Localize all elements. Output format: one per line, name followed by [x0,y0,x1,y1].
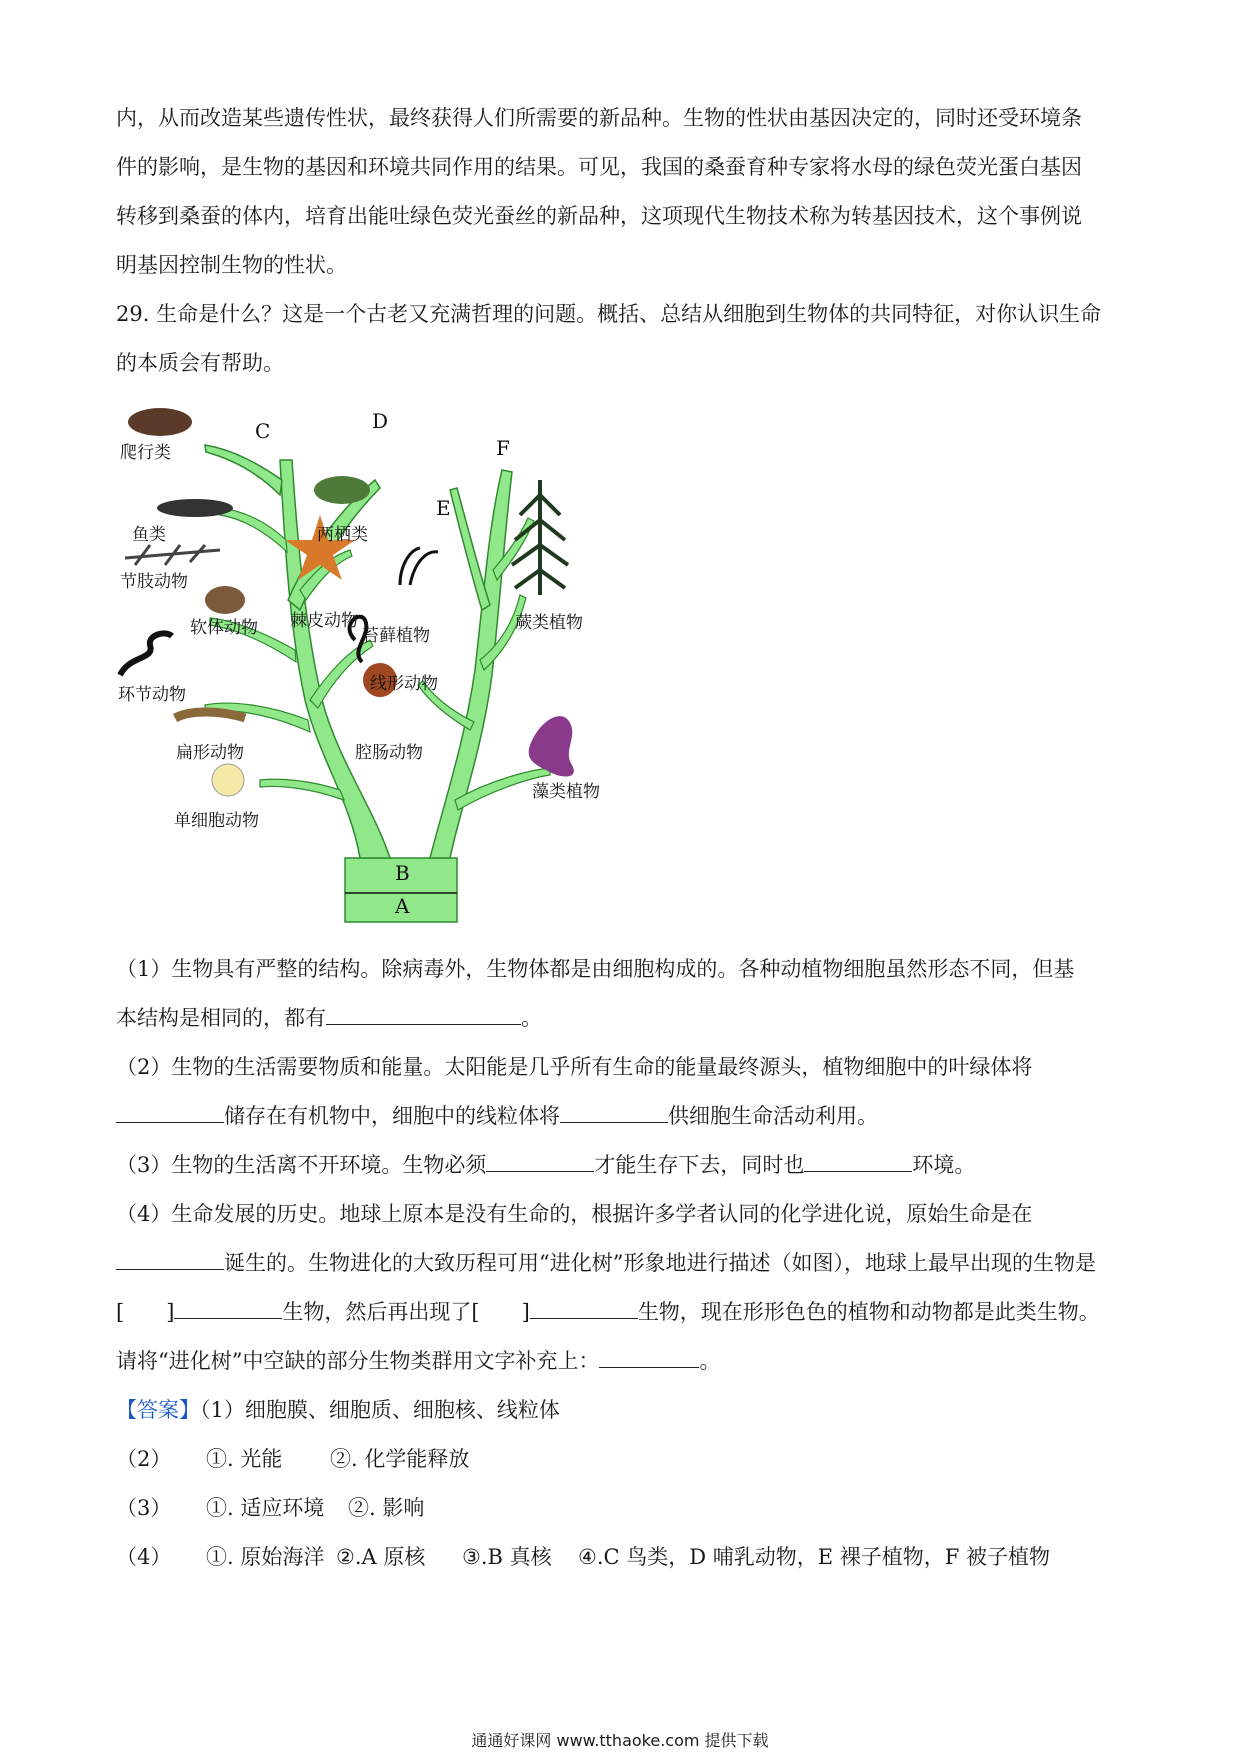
label-fern: 蕨类植物 [515,613,583,633]
label-arthropod: 节肢动物 [120,572,188,592]
label-amphibian: 两栖类 [317,525,368,545]
sub1-line-2-text: 本结构是相同的，都有 [116,1006,326,1030]
label-moss: 苔藓植物 [362,626,430,646]
sub2-line-1: （2）生物的生活需要物质和能量。太阳能是几乎所有生命的能量最终源头，植物细胞中的叶绿体将 [116,1055,1033,1079]
reptile-icon [128,408,192,436]
mollusc-icon [205,586,245,614]
sub3-line [116,1149,975,1179]
sub4-line-3-text: 生物，然后再出现了[ [282,1300,480,1324]
sub3-text-b: 才能生存下去，同时也 [594,1153,805,1177]
tree-twig-2 [205,703,310,732]
intro-line-3: 转移到桑蚕的体内，培育出能吐绿色荧光蚕丝的新品种，这项现代生物技术称为转基因技术，这个事例说 [116,204,1082,228]
question-29-line-2: 的本质会有帮助。 [116,351,284,375]
tree-branch-e [450,488,490,610]
annelid-icon [120,633,172,675]
protozoa-icon [212,764,244,796]
sub4-line-3-end: 生物，现在形形色色的植物和动物都是此类生物。 [637,1300,1100,1324]
answer-line-3 [116,1492,424,1522]
answer-2-option-1: ①. 光能 [206,1447,283,1471]
label-coelenterate: 腔肠动物 [355,743,423,763]
tree-letter-d: D [372,409,389,433]
answer-4-option-2: ②.A 原核 [336,1545,426,1569]
label-protozoa: 单细胞动物 [174,811,259,831]
label-nematode: 线形动物 [370,674,438,694]
arthropod-icon [125,545,220,565]
tree-branch-c [205,445,282,495]
label-annelid: 环节动物 [118,685,186,705]
answer-2-number: （2） [116,1447,172,1471]
sub4-line-4-text: 请将“进化树”中空缺的部分生物类群用文字补充上： [116,1349,600,1373]
bracket-close: ] [166,1300,175,1324]
tree-letter-b: B [395,861,410,885]
sub2-line-2 [116,1100,878,1130]
intro-line-2: 件的影响，是生物的基因和环境共同作用的结果。可见，我国的桑蚕育种专家将水母的绿色荧光蛋白基因 [116,155,1082,179]
answer-1: （1）细胞膜、细胞质、细胞核、线粒体 [200,1398,560,1422]
answer-3-option-2: ②. 影响 [348,1496,425,1520]
sub4-line-4 [116,1345,720,1375]
answer-4-option-1: ①. 原始海洋 [206,1545,325,1569]
bracket-open: [ [116,1300,125,1324]
answer-4-option-4: ④.C 鸟类，D 哺乳动物，E 裸子植物，F 被子植物 [578,1545,1051,1569]
answer-4-option-3: ③.B 真核 [462,1545,552,1569]
moss-icon [400,548,438,585]
label-fish: 鱼类 [132,525,166,545]
sub4-line-3 [116,1296,1100,1326]
answer-blank [116,1247,224,1270]
label-mollusc: 软体动物 [190,618,258,638]
answer-3-number: （3） [116,1496,172,1520]
intro-line-1: 内，从而改造某些遗传性状，最终获得人们所需要的新品种。生物的性状由基因决定的，同时还受环境条 [116,106,1082,130]
sub4-line-2 [116,1247,1096,1277]
sub3-text-a: （3）生物的生活离不开环境。生物必须 [116,1153,487,1177]
tree-letter-e: E [436,496,451,520]
answer-blank [174,1296,282,1319]
label-echinoderm: 棘皮动物 [290,611,358,631]
label-flatworm: 扁形动物 [176,743,244,763]
page-footer: 通通好课网 www.tthaoke.com 提供下载 [471,1731,769,1750]
answer-line-1 [116,1394,560,1424]
sub4-line-2-text: 诞生的。生物进化的大致历程可用“进化树”形象地进行描述（如图），地球上最早出现的生物是 [224,1251,1096,1275]
tree-trunk-animal [280,460,390,858]
sub4-line-1: （4）生命发展的历史。地球上原本是没有生命的，根据许多学者认同的化学进化说，原始生命是在 [116,1202,1033,1226]
amphibian-icon [314,476,370,504]
answer-3-option-1: ①. 适应环境 [206,1496,325,1520]
answer-blank [804,1149,912,1172]
sub2-line-2-end: 供细胞生命活动利用。 [668,1104,878,1128]
sub3-text-c: 环境。 [912,1153,976,1177]
answer-blank [326,1002,521,1025]
tree-twig-3 [260,779,344,800]
tree-twig-6 [220,508,287,552]
answer-2-option-2: ②. 化学能释放 [330,1447,470,1471]
fish-icon [157,499,233,517]
label-algae: 藻类植物 [532,782,600,802]
sub4-line-4-end: 。 [699,1349,721,1373]
sub1-line-2 [116,1002,542,1032]
intro-line-4: 明基因控制生物的性状。 [116,253,347,277]
sub2-line-2-text: 储存在有机物中，细胞中的线粒体将 [224,1104,560,1128]
flatworm-icon [175,712,245,718]
question-29-line-1: 29. 生命是什么？这是一个古老又充满哲理的问题。概括、总结从细胞到生物体的共同特征，对你认识生命 [116,302,1102,326]
evolution-tree-figure [110,400,710,940]
answer-blank [599,1345,699,1368]
answer-blank [530,1296,638,1319]
sub1-line-2-end: 。 [521,1006,542,1030]
tree-letter-a: A [395,894,410,918]
answer-blank [116,1100,224,1123]
fern-icon [512,480,568,595]
tree-letter-f: F [496,436,510,460]
tree-letter-c: C [255,419,271,443]
tree-twig-4 [310,640,373,708]
answer-line-4 [116,1541,1050,1571]
bracket-close: ] [521,1300,530,1324]
label-reptile: 爬行类 [120,443,171,463]
answer-tag: 【答案】 [116,1398,200,1422]
algae-icon [529,716,574,776]
sub1-line-1: （1）生物具有严整的结构。除病毒外，生物体都是由细胞构成的。各种动植物细胞虽然形态不同，但基 [116,957,1075,981]
answer-blank [560,1100,668,1123]
answer-blank [486,1149,594,1172]
answer-4-number: （4） [116,1545,172,1569]
answer-line-2 [116,1443,469,1473]
